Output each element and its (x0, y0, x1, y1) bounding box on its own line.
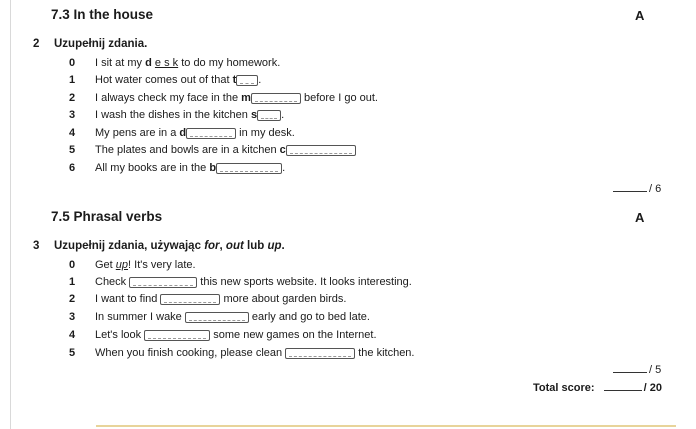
word-start-letter: d (145, 57, 152, 69)
sentence-text: Check (95, 276, 130, 289)
sentence-text: in my desk. (236, 127, 295, 140)
answer-box[interactable] (251, 93, 301, 104)
sentence-text: Hot water comes out of that (95, 74, 233, 87)
word-start-letter: t (232, 74, 237, 86)
sentence-text: . (281, 109, 285, 122)
sentence-text: . (282, 162, 286, 175)
section-level-letter: A (635, 8, 645, 23)
item-number: 2 (69, 92, 76, 104)
answer-box[interactable] (286, 145, 356, 156)
sentence-text: this new sports website. It looks interesting. (197, 276, 412, 289)
instruction-text: , (219, 240, 226, 252)
sentence-text: more about garden birds. (220, 293, 347, 306)
instruction-text: lub (243, 240, 268, 252)
sentence-text: When you finish cooking, please clean (95, 347, 286, 360)
sentence-text: Get (95, 259, 116, 272)
item-number: 1 (69, 74, 76, 86)
instruction-text: Uzupełnij zdania, używając (54, 240, 205, 252)
sentence-text: the kitchen. (355, 347, 415, 360)
sentence-text: The plates and bowls are in a kitchen (95, 144, 280, 157)
exercise-number: 2 (33, 38, 40, 50)
sentence-text: . (258, 74, 262, 87)
answer-box[interactable] (285, 348, 355, 359)
score-max: / 5 (649, 364, 662, 376)
score-blank[interactable] (613, 182, 647, 192)
instruction-word: for (204, 240, 220, 252)
answer-box[interactable] (160, 294, 220, 305)
score-blank[interactable] (613, 363, 647, 373)
sentence-text: ! It's very late. (128, 259, 196, 272)
instruction-text: . (281, 240, 285, 252)
score-max: / 6 (649, 183, 662, 195)
item-number: 4 (69, 329, 76, 341)
item-number: 3 (69, 311, 76, 323)
item-number: 1 (69, 276, 76, 288)
answer-box[interactable] (144, 330, 210, 341)
sentence-text: to do my homework. (178, 57, 281, 70)
word-start-letter: m (241, 92, 251, 104)
answer-box[interactable] (236, 75, 258, 86)
sentence-text: In summer I wake (95, 311, 185, 324)
answer-box[interactable] (216, 163, 282, 174)
item-number: 4 (69, 127, 76, 139)
example-answer: e s k (154, 57, 179, 70)
instruction-word: out (225, 240, 244, 252)
exercise-number: 3 (33, 240, 40, 252)
instruction-word: up (267, 240, 282, 252)
item-number: 0 (69, 259, 76, 271)
answer-box[interactable] (257, 110, 281, 121)
section-title-in-the-house: 7.3 In the house (51, 7, 154, 22)
sentence-text: some new games on the Internet. (210, 329, 377, 342)
total-score (533, 381, 662, 394)
worksheet-page (10, 0, 696, 429)
example-answer: up (115, 259, 129, 271)
sentence-text: I always check my face in the (95, 92, 242, 105)
sentence-text: All my books are in the (95, 162, 210, 175)
word-start-letter: d (179, 127, 187, 139)
item-number: 2 (69, 293, 76, 305)
answer-box[interactable] (185, 312, 249, 323)
sentence-text: I want to find (95, 293, 161, 306)
sentence-text: before I go out. (300, 92, 378, 105)
sentence-text: I wash the dishes in the kitchen (95, 109, 251, 122)
sentence-text: early and go to bed late. (248, 311, 370, 324)
answer-box[interactable] (129, 277, 197, 288)
answer-box[interactable] (186, 128, 236, 139)
section-level-letter: A (635, 210, 645, 225)
section-title-phrasal-verbs: 7.5 Phrasal verbs (51, 209, 163, 224)
page-bottom-edge (96, 425, 676, 427)
item-number: 5 (69, 144, 76, 156)
total-score-blank[interactable] (604, 381, 642, 391)
section-score (613, 363, 661, 376)
sentence-text: I sit at my (95, 57, 146, 70)
item-number: 5 (69, 347, 76, 359)
instruction-text: Uzupełnij zdania. (54, 38, 148, 50)
sentence-text: My pens are in a (95, 127, 180, 140)
total-score-label: Total score: (533, 382, 595, 394)
word-start-letter: s (250, 109, 258, 121)
exercise-instruction (33, 240, 285, 252)
sentence-text: Let's look (95, 329, 145, 342)
item-number: 6 (69, 162, 76, 174)
exercise-instruction (33, 38, 148, 50)
word-start-letter: b (209, 162, 217, 174)
section-score (613, 182, 661, 195)
item-number: 3 (69, 109, 76, 121)
word-start-letter: c (279, 144, 286, 156)
total-score-max: / 20 (643, 382, 662, 394)
item-number: 0 (69, 57, 76, 69)
